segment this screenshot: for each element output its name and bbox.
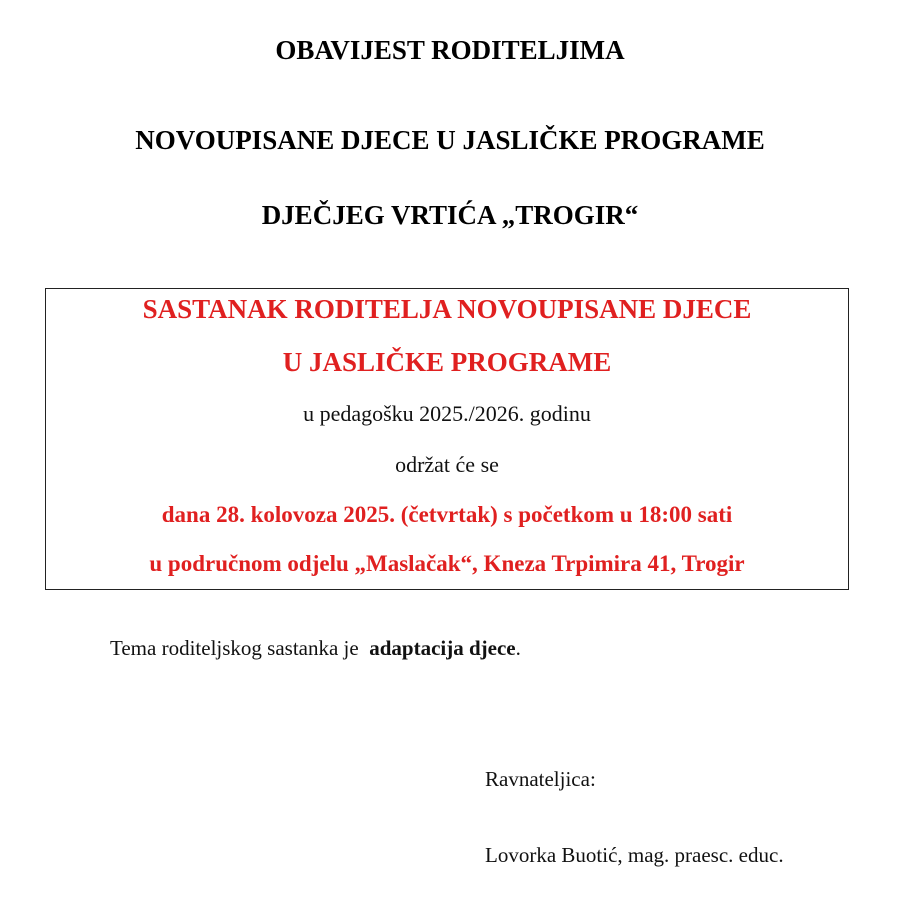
school-year-text: u pedagošku 2025./2026. godinu: [303, 401, 591, 426]
document-subtitle: NOVOUPISANE DJECE U JASLIČKE PROGRAME: [135, 125, 765, 155]
meeting-notice-box: [45, 288, 849, 590]
meeting-topic: [110, 635, 521, 661]
held-text: održat će se: [395, 452, 499, 477]
topic-value: adaptacija djece: [369, 636, 516, 660]
meeting-location: u područnom odjelu „Maslačak“, Kneza Trpimira 41, Trogir: [149, 551, 745, 576]
kindergarten-name: DJEČJEG VRTIĆA „TROGIR“: [261, 200, 639, 230]
meeting-title-line2: U JASLIČKE PROGRAME: [282, 347, 612, 377]
document-title: OBAVIJEST RODITELJIMA: [275, 35, 625, 65]
topic-prefix: Tema roditeljskog sastanka je: [110, 636, 359, 660]
signature-name: Lovorka Buotić, mag. praesc. educ.: [485, 843, 784, 867]
signature-role: Ravnateljica:: [485, 767, 596, 791]
topic-suffix: .: [515, 636, 521, 660]
meeting-date: dana 28. kolovoza 2025. (četvrtak) s početkom u 18:00 sati: [161, 502, 733, 527]
meeting-title-line1: SASTANAK RODITELJA NOVOUPISANE DJECE: [142, 294, 752, 324]
